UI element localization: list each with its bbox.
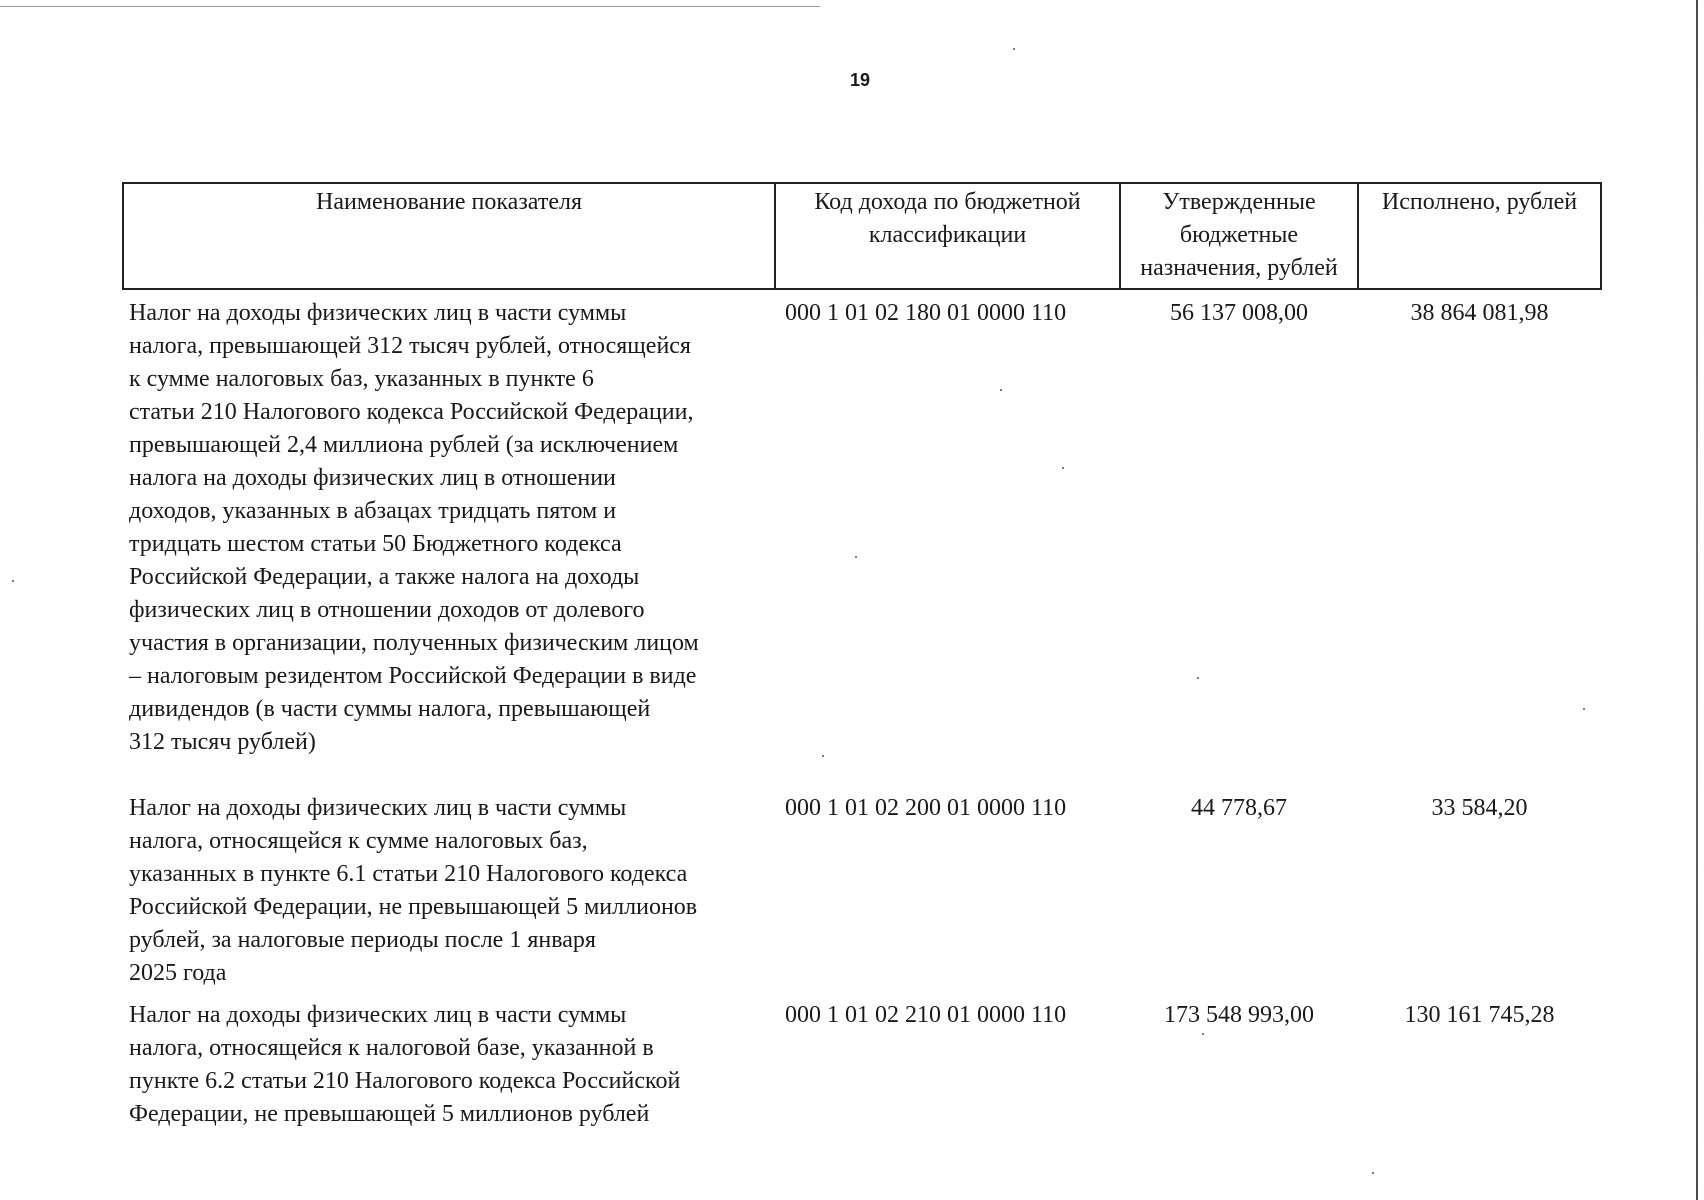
scan-speck [12,580,14,582]
table-row [123,785,1601,992]
page-number: 19 [850,70,871,90]
approved-amount-cell: 56 137 008,00 [1170,300,1308,326]
header-row [123,183,1601,289]
revenue-code-cell: 000 1 01 02 210 01 0000 110 [785,1002,1067,1028]
scan-speck [822,755,824,757]
header-indicator-name: Наименование показателя [123,183,775,289]
scan-speck [1197,677,1199,679]
scan-speck [1372,1172,1374,1174]
table-row [123,992,1601,1139]
scan-speck [1062,467,1064,469]
executed-amount-cell: 130 161 745,28 [1404,1002,1555,1028]
table-body [123,289,1601,1139]
scan-speck [1583,708,1585,710]
scan-speck [1013,48,1015,50]
indicator-name-cell: Налог на доходы физических лиц в части суммы налога, превышающей 312 тысяч рублей, относящейся к сумме налоговых баз, указанных в пункте 6 статьи 210 Налогового кодекса Российской Федерации, превышающей 2,4 миллиона рублей (за исключением налога на доходы физических лиц в отношении доходов, указанных в абзацах тридцать пятом и тридцать шестом статьи 50 Бюджетного кодекса Российской Федерации, а также налога на доходы физических лиц в отношении доходов от долевого участия в организации, полученных физическим лицом – налоговым резидентом Российской Федерации в виде дивидендов (в части суммы налога, превышающей 312 тысяч рублей) [129,300,699,755]
header-revenue-code: Код дохода по бюджетной классификации [775,183,1120,289]
revenue-table [122,182,1602,1139]
executed-amount-cell: 38 864 081,98 [1410,300,1549,326]
header-executed-amount: Исполнено, рублей [1358,183,1601,289]
approved-amount-cell: 44 778,67 [1191,795,1287,821]
header-approved-amount: Утвержденные бюджетные назначения, рублей [1120,183,1358,289]
approved-amount-cell: 173 548 993,00 [1164,1002,1314,1028]
scan-speck [855,556,857,558]
revenue-code-cell: 000 1 01 02 200 01 0000 110 [785,795,1067,821]
scan-edge-line [0,6,820,7]
scan-speck [1000,389,1002,391]
scan-page-edge [1696,0,1698,1200]
indicator-name-cell: Налог на доходы физических лиц в части суммы налога, относящейся к налоговой базе, указанной в пункте 6.2 статьи 210 Налогового кодекса Российской Федерации, не превышающей 5 миллионов рублей [129,1002,681,1127]
executed-amount-cell: 33 584,20 [1431,795,1528,821]
revenue-code-cell: 000 1 01 02 180 01 0000 110 [785,300,1067,326]
indicator-name-cell: Налог на доходы физических лиц в части суммы налога, относящейся к сумме налоговых баз, указанных в пункте 6.1 статьи 210 Налогового кодекса Российской Федерации, не превышающей 5 миллионов рублей, за налоговые периоды после 1 января 2025 года [129,795,698,986]
table-row [123,289,1601,785]
table-header [123,183,1601,289]
scan-speck [1202,1033,1204,1035]
